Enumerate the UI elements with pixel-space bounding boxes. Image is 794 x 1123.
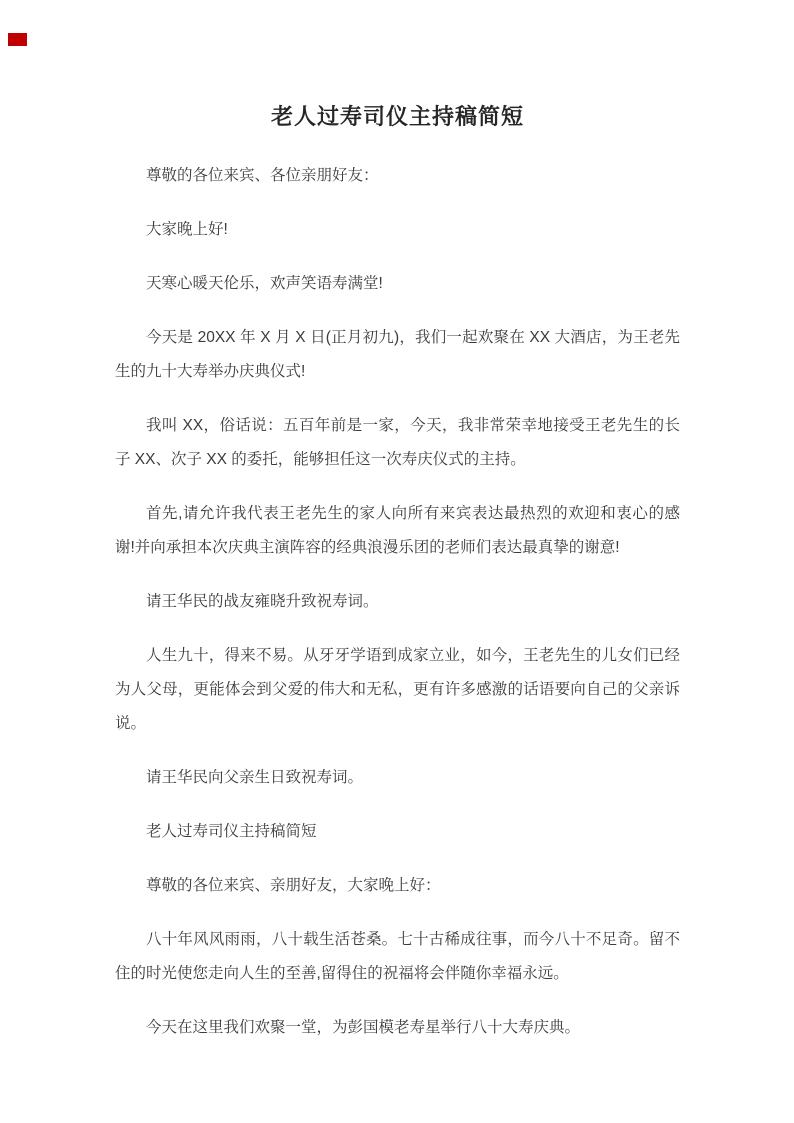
paragraph-eighty-years: 八十年风风雨雨，八十载生活苍桑。七十古稀成往事，而今八十不足奇。留不住的时光使您走向人生的至善,留得住的祝福将会伴随你幸福永远。 xyxy=(115,931,680,982)
paragraph-good-evening: 大家晚上好! xyxy=(146,221,228,238)
paragraph-opening-verse: 天寒心暖天伦乐，欢声笑语寿满堂! xyxy=(146,275,383,292)
red-marker xyxy=(8,33,27,46)
paragraph-host-intro: 我叫 XX，俗话说：五百年前是一家，今天，我非常荣幸地接受王老先生的长子 XX、次子 XX 的委托，能够担任这一次寿庆仪式的主持。 xyxy=(115,417,680,468)
paragraph-comrade-speech: 请王华民的战友雍晓升致祝寿词。 xyxy=(146,593,379,610)
document-title: 老人过寿司仪主持稿简短 xyxy=(270,104,524,129)
paragraph-life-ninety: 人生九十，得来不易。从牙牙学语到成家立业，如今，王老先生的儿女们已经为人父母，更能体会到父爱的伟大和无私，更有许多感激的话语要向自己的父亲诉说。 xyxy=(115,647,680,732)
paragraph-greeting: 尊敬的各位来宾、各位亲朋好友： xyxy=(146,167,379,184)
paragraph-celebration: 今天在这里我们欢聚一堂，为彭国模老寿星举行八十大寿庆典。 xyxy=(146,1019,581,1036)
paragraph-birthday-speech: 请王华民向父亲生日致祝寿词。 xyxy=(146,769,364,786)
paragraph-section-title: 老人过寿司仪主持稿简短 xyxy=(146,823,317,840)
paragraph-greeting-2: 尊敬的各位来宾、亲朋好友，大家晚上好： xyxy=(146,877,441,894)
paragraph-welcome-thanks: 首先,请允许我代表王老先生的家人向所有来宾表达最热烈的欢迎和衷心的感谢!并向承担本次庆典主演阵容的经典浪漫乐团的老师们表达最真挚的谢意! xyxy=(115,505,680,556)
paragraph-occasion: 今天是 20XX 年 X 月 X 日(正月初九)，我们一起欢聚在 XX 大酒店，为王老先生的九十大寿举办庆典仪式! xyxy=(115,329,680,380)
